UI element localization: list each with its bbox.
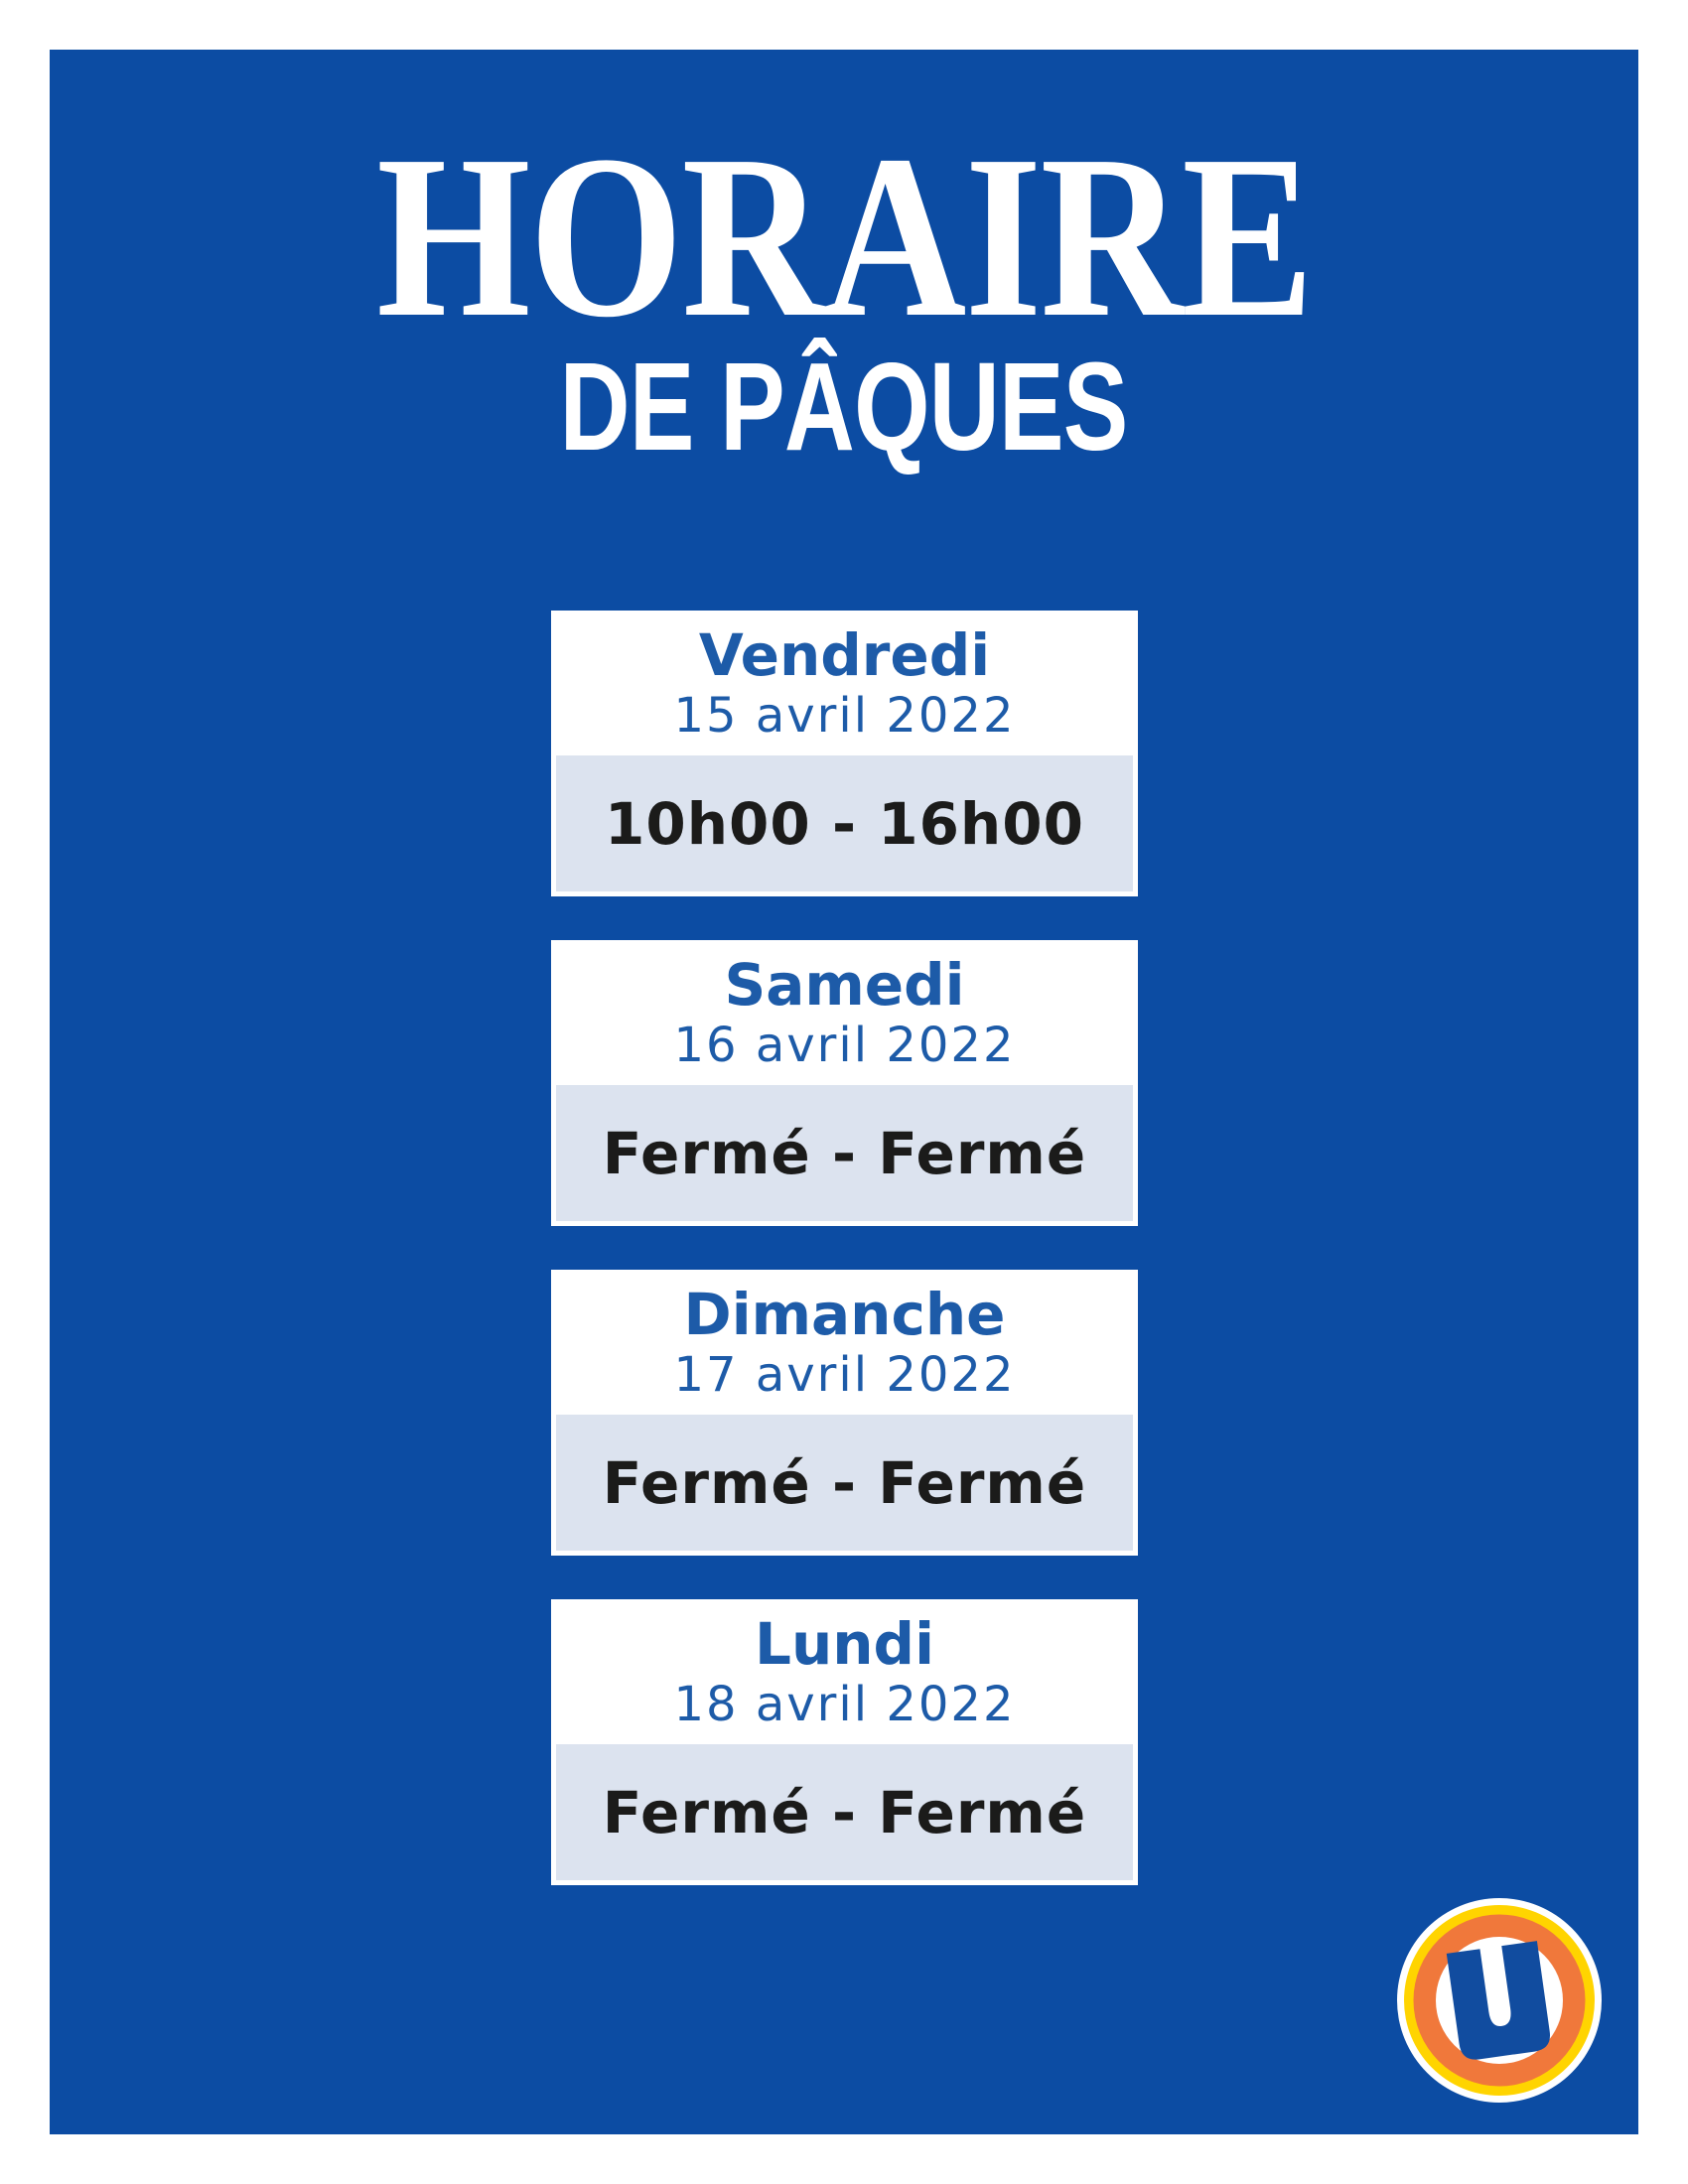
- schedule-card-friday: [551, 611, 1138, 896]
- day-date: 17 avril 2022: [673, 1347, 1016, 1403]
- day-hours: Fermé - Fermé: [602, 1778, 1087, 1846]
- u-circle-logo-icon: [1397, 1898, 1602, 2103]
- poster-title-text: HORAIRE: [375, 107, 1313, 365]
- day-name: Dimanche: [683, 1281, 1006, 1348]
- schedule-card-saturday: [551, 940, 1138, 1226]
- day-hours: Fermé - Fermé: [602, 1448, 1087, 1517]
- day-name: Samedi: [724, 951, 965, 1019]
- day-hours: 10h00 - 16h00: [605, 789, 1084, 858]
- day-date: 18 avril 2022: [673, 1677, 1016, 1732]
- card-header: [556, 1599, 1133, 1744]
- schedule-card-sunday: [551, 1270, 1138, 1556]
- schedule-card-monday: [551, 1599, 1138, 1885]
- poster-subtitle: [0, 337, 1688, 477]
- card-header: [556, 1270, 1133, 1415]
- day-date: 16 avril 2022: [673, 1018, 1016, 1073]
- card-body: [556, 1085, 1133, 1221]
- day-date: 15 avril 2022: [673, 688, 1016, 744]
- card-body: [556, 755, 1133, 891]
- card-header: [556, 940, 1133, 1085]
- card-body: [556, 1415, 1133, 1551]
- card-header: [556, 611, 1133, 755]
- day-name: Vendredi: [698, 621, 991, 689]
- poster-title: [0, 107, 1688, 365]
- card-body: [556, 1744, 1133, 1880]
- day-hours: Fermé - Fermé: [602, 1119, 1087, 1187]
- day-name: Lundi: [755, 1610, 934, 1678]
- poster-subtitle-text: DE PÂQUES: [560, 337, 1128, 477]
